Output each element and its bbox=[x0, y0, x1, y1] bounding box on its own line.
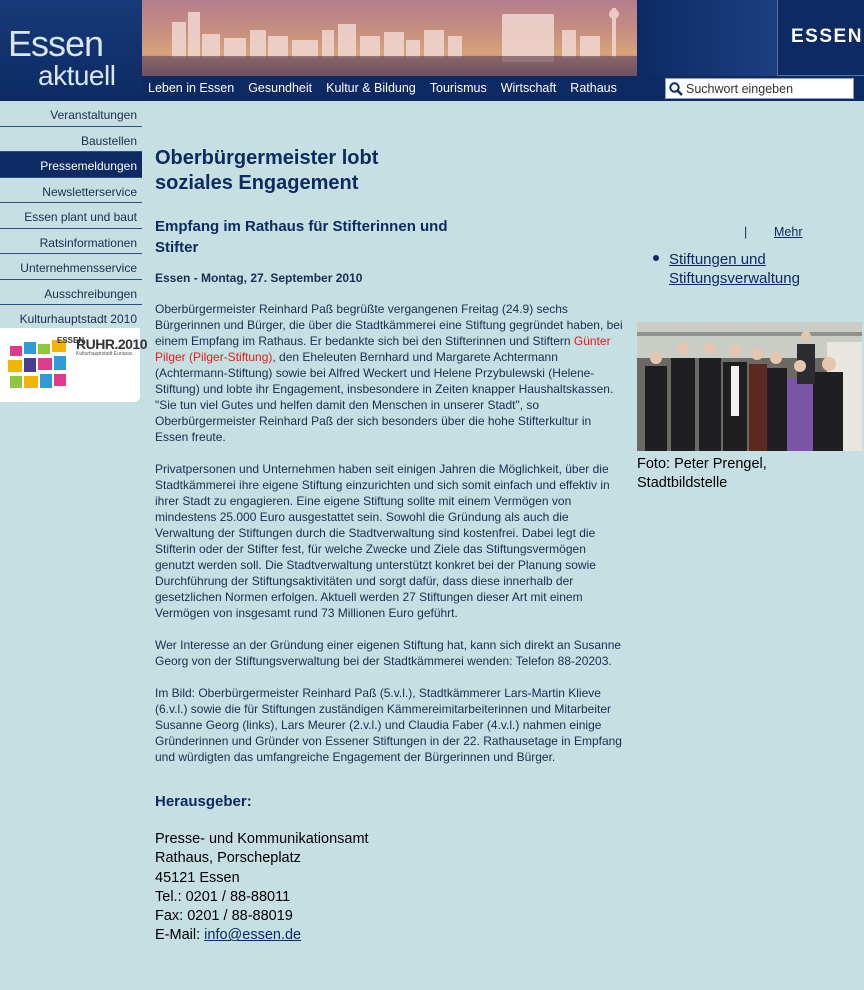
ruhr-2010-logo-icon bbox=[8, 338, 72, 396]
search-icon[interactable] bbox=[668, 81, 684, 97]
sidebar-item-baustellen[interactable]: Baustellen bbox=[0, 127, 142, 153]
article-paragraph-1 bbox=[155, 301, 625, 445]
article-dateline: Essen - Montag, 27. September 2010 bbox=[155, 271, 363, 285]
related-link-stiftungen[interactable]: Stiftungen und Stiftungsverwaltung bbox=[669, 251, 800, 287]
group-photo bbox=[637, 322, 862, 451]
publisher-contact bbox=[155, 830, 625, 946]
header-skyline-image bbox=[142, 0, 637, 76]
bullet-icon bbox=[653, 255, 659, 261]
nav-wirtschaft[interactable]: Wirtschaft bbox=[500, 81, 557, 95]
logo-text-essen: Essen bbox=[8, 23, 104, 64]
email-link[interactable]: info@essen.de bbox=[204, 927, 302, 944]
publisher-email-row bbox=[155, 926, 625, 945]
city-badge-text: ESSEN bbox=[791, 26, 863, 47]
ruhr-banner-title: RUHR.2010 bbox=[76, 336, 147, 352]
publisher-phone: Tel.: 0201 / 88-88011 bbox=[155, 888, 291, 905]
nav-leben-in-essen[interactable]: Leben in Essen bbox=[148, 81, 235, 95]
publisher-address-city: 45121 Essen bbox=[155, 869, 240, 886]
email-label: E-Mail: bbox=[155, 927, 205, 944]
article bbox=[155, 146, 625, 946]
paragraph-1-text-a: Oberbürgermeister Reinhard Paß begrüßte vergangenen Freitag (24.9) sechs Bürgerinnen und Bürger, die über die Stadtkämmerei eine Stiftung gegründet haben, bei einem Empfang im Rathaus. Er bedankte sich bei den Stifterinnen und Stiftern bbox=[155, 302, 623, 348]
publisher-org: Presse- und Kommunikationsamt bbox=[155, 831, 369, 847]
sidebar-item-ausschreibungen[interactable]: Ausschreibungen bbox=[0, 280, 142, 306]
top-navigation bbox=[142, 76, 625, 101]
nav-gesundheit[interactable]: Gesundheit bbox=[248, 81, 313, 95]
article-paragraph-4: Im Bild: Oberbürgermeister Reinhard Paß (5.v.l.), Stadtkämmerer Lars-Martin Klieve (6.v.l.) sowie die für Stiftungen zuständigen Kämmereimitarbeiterinnen und Mitarbeiter Susanne Georg (links), Lars Meurer (2.v.l.) und Claudia Faber (4.v.l.) nahmen einige Gründerinnen und Gründer von Essener Stiftungen in der 22. Rathausetage in Empfang und würdigten das umfangreiche Engagement der Bürgerinnen und Bürger. bbox=[155, 686, 622, 764]
nav-rathaus[interactable]: Rathaus bbox=[570, 81, 617, 95]
publisher-heading: Herausgeber: bbox=[155, 793, 252, 810]
more-link[interactable]: Mehr bbox=[774, 225, 803, 239]
ruhr-2010-banner[interactable] bbox=[0, 328, 147, 402]
search-box bbox=[665, 78, 854, 99]
article-subtitle: Empfang im Rathaus für Stifterinnen und Stifter bbox=[155, 218, 448, 256]
sidebar-item-ratsinformationen[interactable]: Ratsinformationen bbox=[0, 229, 142, 255]
ruhr-banner-essen-text: ESSEN bbox=[57, 336, 85, 345]
essen-aktuell-logo[interactable] bbox=[0, 0, 142, 101]
sidebar-item-veranstaltungen[interactable]: Veranstaltungen bbox=[0, 101, 142, 127]
logo-text-aktuell: aktuell bbox=[38, 60, 116, 91]
photo-caption: Foto: Peter Prengel, Stadtbildstelle bbox=[637, 456, 767, 491]
sidebar-navigation bbox=[0, 101, 142, 331]
sidebar-item-essen-plant-und-baut[interactable]: Essen plant und baut bbox=[0, 203, 142, 229]
sidebar-item-pressemeldungen[interactable]: Pressemeldungen bbox=[0, 152, 142, 178]
header-gradient-area bbox=[637, 0, 777, 76]
toolbar-separator: | bbox=[744, 225, 748, 239]
ruhr-banner-subtitle: Kulturhauptstadt Europas bbox=[76, 351, 133, 357]
publisher-fax: Fax: 0201 / 88-88019 bbox=[155, 908, 293, 925]
pilger-stiftung-highlight: Günter Pilger (Pilger-Stiftung) bbox=[155, 334, 611, 364]
site-header bbox=[0, 0, 864, 101]
right-toolbar bbox=[744, 225, 803, 239]
nav-tourismus[interactable]: Tourismus bbox=[429, 81, 487, 95]
publisher-address-street: Rathaus, Porscheplatz bbox=[155, 850, 301, 867]
nav-kultur-bildung[interactable]: Kultur & Bildung bbox=[326, 81, 416, 95]
article-paragraph-3: Wer Interesse an der Gründung einer eigenen Stiftung hat, kann sich direkt an Susanne Georg von der Stiftungsverwaltung bei der Stadtkämmerei wenden: Telefon 88-20203. bbox=[155, 638, 622, 668]
paragraph-1-text-b: , den Eheleuten Bernhard und Margarete Achtermann (Achtermann-Stiftung) sowie bei Alfred Weckert und Helene Przybulewski (Helene-Stiftung) und lobte ihr Engagement, insbesondere in Zeiten knapper Haushaltskassen. "Sie tun viel Gutes und helfen damit den Menschen in unserer Stadt", so Oberbürgermeister Reinhard Paß der sich besonders über die hohe Stifterkultur in Essen freute. bbox=[155, 350, 614, 444]
sidebar-item-kulturhauptstadt-2010[interactable]: Kulturhauptstadt 2010 bbox=[19, 312, 137, 326]
essen-city-badge[interactable] bbox=[777, 0, 864, 76]
sidebar-item-unternehmensservice[interactable]: Unternehmensservice bbox=[0, 254, 142, 280]
article-paragraph-2: Privatpersonen und Unternehmen haben seit einigen Jahren die Möglichkeit, über die Stadtkämmerei ihre eigene Stiftung einzurichten und sich somit einfach und effektiv in ihrer Stadt zu engagieren. Eine eigene Stiftung sollte mit einem Vermögen von mindestens 25.000 Euro ausgestattet sein. Sowohl die Gründung als auch die Verwaltung der Stiftungen durch die Stadtverwaltung sind kostenfrei. Dabei legt die Stifterin oder der Stifter fest, für welche Zwecke und Ziele das Stiftungsvermögen genutzt werden soll. Die Stadtverwaltung unterstützt konkret bei der Planung sowie Durchführung der Stiftungsaktivitäten und sorgt dafür, dass diese innerhalb der gesetzlichen Normen erfolgen. Aktuell werden 27 Stiftungen dieser Art mit einem Vermögen von insgesamt rund 73 Millionen Euro geführt. bbox=[155, 462, 610, 620]
sidebar-item-newsletterservice[interactable]: Newsletterservice bbox=[0, 178, 142, 204]
article-title: Oberbürgermeister lobt soziales Engagement bbox=[155, 147, 379, 194]
search-input[interactable] bbox=[686, 80, 850, 97]
